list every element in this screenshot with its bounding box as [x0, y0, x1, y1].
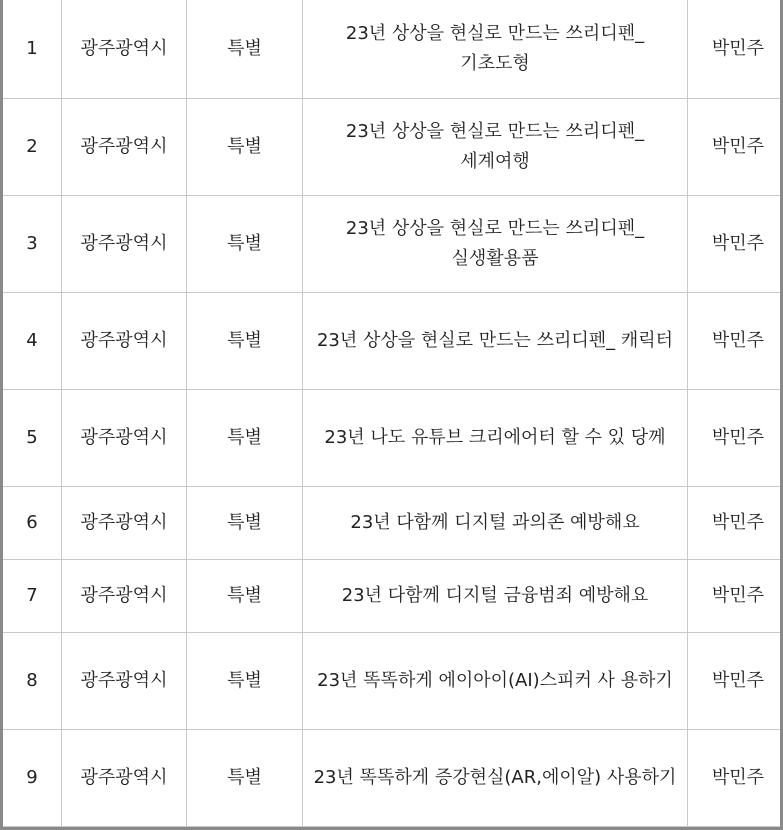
row-number: 5	[3, 389, 62, 486]
row-number: 4	[3, 292, 62, 389]
row-instructor: 박민주	[688, 292, 783, 389]
row-instructor: 박민주	[688, 559, 783, 632]
table-row	[3, 559, 783, 632]
row-number: 7	[3, 559, 62, 632]
table-row	[3, 98, 783, 195]
row-type: 특별	[187, 389, 303, 486]
row-title: 23년 나도 유튜브 크리에어터 할 수 있 당께	[303, 389, 688, 486]
table-row	[3, 0, 783, 98]
row-instructor: 박민주	[688, 0, 783, 98]
row-region: 광주광역시	[62, 559, 187, 632]
row-number: 8	[3, 632, 62, 729]
row-type: 특별	[187, 98, 303, 195]
table-row	[3, 389, 783, 486]
row-region: 광주광역시	[62, 195, 187, 292]
course-table	[3, 0, 783, 827]
table-row	[3, 729, 783, 826]
row-region: 광주광역시	[62, 0, 187, 98]
row-number: 3	[3, 195, 62, 292]
row-instructor: 박민주	[688, 195, 783, 292]
row-number: 1	[3, 0, 62, 98]
row-title: 23년 상상을 현실로 만드는 쓰리디펜_ 세계여행	[303, 98, 688, 195]
row-type: 특별	[187, 486, 303, 559]
row-title: 23년 똑똑하게 에이아이(AI)스피커 사 용하기	[303, 632, 688, 729]
row-type: 특별	[187, 0, 303, 98]
row-title: 23년 다함께 디지털 금융범죄 예방해요	[303, 559, 688, 632]
row-title: 23년 똑똑하게 증강현실(AR,에이알) 사용하기	[303, 729, 688, 826]
table-row	[3, 195, 783, 292]
row-type: 특별	[187, 729, 303, 826]
row-instructor: 박민주	[688, 729, 783, 826]
row-region: 광주광역시	[62, 632, 187, 729]
row-instructor: 박민주	[688, 632, 783, 729]
row-instructor: 박민주	[688, 486, 783, 559]
row-region: 광주광역시	[62, 292, 187, 389]
row-title: 23년 상상을 현실로 만드는 쓰리디펜_ 기초도형	[303, 0, 688, 98]
row-title: 23년 상상을 현실로 만드는 쓰리디펜_ 캐릭터	[303, 292, 688, 389]
row-type: 특별	[187, 292, 303, 389]
row-region: 광주광역시	[62, 729, 187, 826]
row-region: 광주광역시	[62, 98, 187, 195]
row-region: 광주광역시	[62, 486, 187, 559]
row-title: 23년 상상을 현실로 만드는 쓰리디펜_ 실생활용품	[303, 195, 688, 292]
row-region: 광주광역시	[62, 389, 187, 486]
row-type: 특별	[187, 559, 303, 632]
row-instructor: 박민주	[688, 98, 783, 195]
row-type: 특별	[187, 195, 303, 292]
row-type: 특별	[187, 632, 303, 729]
table-row	[3, 292, 783, 389]
table-row	[3, 632, 783, 729]
row-number: 9	[3, 729, 62, 826]
table-row	[3, 486, 783, 559]
row-title: 23년 다함께 디지털 과의존 예방해요	[303, 486, 688, 559]
row-number: 6	[3, 486, 62, 559]
row-instructor: 박민주	[688, 389, 783, 486]
row-number: 2	[3, 98, 62, 195]
